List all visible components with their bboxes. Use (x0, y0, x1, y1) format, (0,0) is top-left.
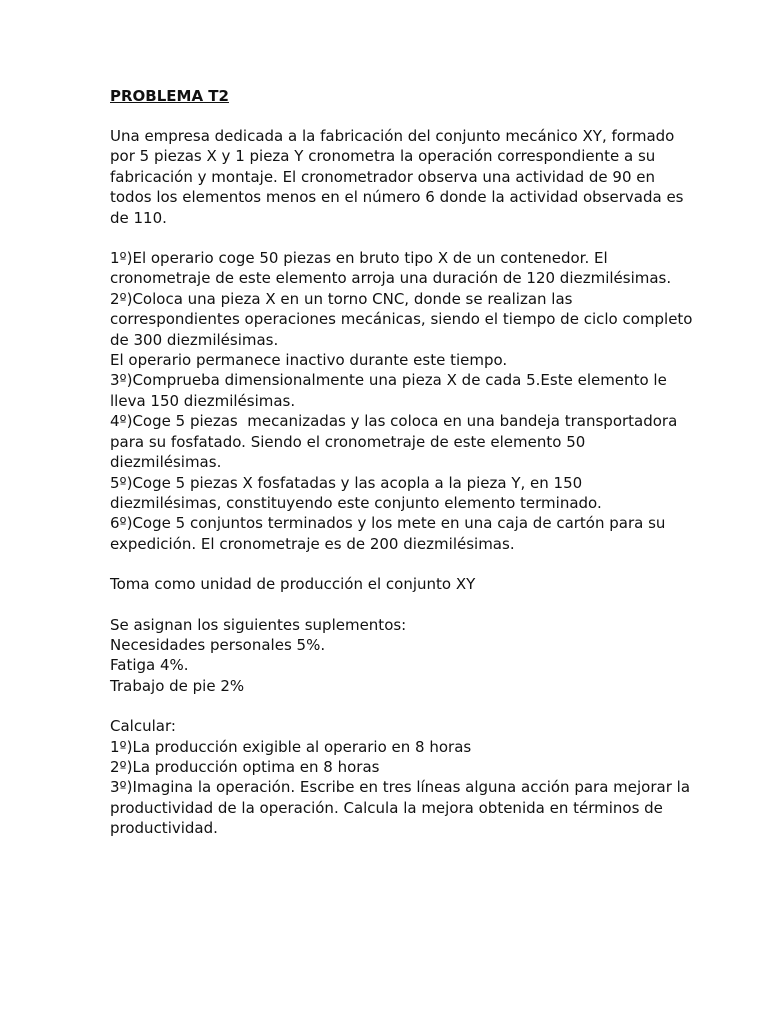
step-line: 5º)Coge 5 piezas X fosfatadas y las acopla a la pieza Y, en 150 (110, 473, 583, 492)
calculate-line: productividad. (110, 819, 218, 838)
step-line: 2º)Coloca una pieza X en un torno CNC, donde se realizan las (110, 289, 573, 308)
step-line: cronometraje de este elemento arroja una duración de 120 diezmilésimas. (110, 269, 672, 288)
supplements-line: Fatiga 4%. (110, 656, 189, 675)
production-unit-paragraph (110, 574, 710, 594)
step-line: 4º)Coge 5 piezas mecanizadas y las coloca en una bandeja transportadora (110, 412, 678, 431)
step-line: 6º)Coge 5 conjuntos terminados y los mete en una caja de cartón para su (110, 514, 666, 533)
supplements-line: Trabajo de pie 2% (110, 676, 245, 695)
step-line: El operario permanece inactivo durante este tiempo. (110, 351, 508, 370)
calculate-line: Calcular: (110, 717, 176, 736)
calculate-line: productividad de la operación. Calcula la mejora obtenida en términos de (110, 798, 663, 817)
calculate-line: 2º)La producción optima en 8 horas (110, 757, 380, 776)
intro-line: por 5 piezas X y 1 pieza Y cronometra la operación correspondiente a su (110, 147, 656, 166)
supplements-list (110, 615, 710, 697)
supplements-line: Se asignan los siguientes suplementos: (110, 615, 407, 634)
step-line: diezmilésimas. (110, 453, 222, 472)
step-line: para su fosfatado. Siendo el cronometraje de este elemento 50 (110, 432, 586, 451)
intro-paragraph (110, 126, 710, 228)
step-line: correspondientes operaciones mecánicas, siendo el tiempo de ciclo completo (110, 310, 693, 329)
document-title: PROBLEMA T2 (110, 87, 229, 105)
intro-line: de 110. (110, 208, 167, 227)
step-line: 3º)Comprueba dimensionalmente una pieza X de cada 5.Este elemento le (110, 371, 667, 390)
calculate-line: 1º)La producción exigible al operario en 8 horas (110, 737, 472, 756)
production-unit-line: Toma como unidad de producción el conjunto XY (110, 575, 476, 594)
step-line: diezmilésimas, constituyendo este conjunto elemento terminado. (110, 493, 602, 512)
intro-line: Una empresa dedicada a la fabricación del conjunto mecánico XY, formado (110, 127, 675, 145)
step-line: de 300 diezmilésimas. (110, 330, 279, 349)
calculate-list (110, 716, 710, 838)
step-line: 1º)El operario coge 50 piezas en bruto tipo X de un contenedor. El (110, 249, 608, 268)
supplements-line: Necesidades personales 5%. (110, 635, 326, 654)
step-line: expedición. El cronometraje es de 200 diezmilésimas. (110, 534, 515, 553)
calculate-line: 3º)Imagina la operación. Escribe en tres líneas alguna acción para mejorar la (110, 778, 691, 797)
intro-line: fabricación y montaje. El cronometrador observa una actividad de 90 en (110, 167, 656, 186)
step-line: lleva 150 diezmilésimas. (110, 391, 296, 410)
intro-line: todos los elementos menos en el número 6 donde la actividad observada es (110, 188, 684, 207)
steps-list (110, 248, 710, 554)
document-page (110, 86, 710, 859)
